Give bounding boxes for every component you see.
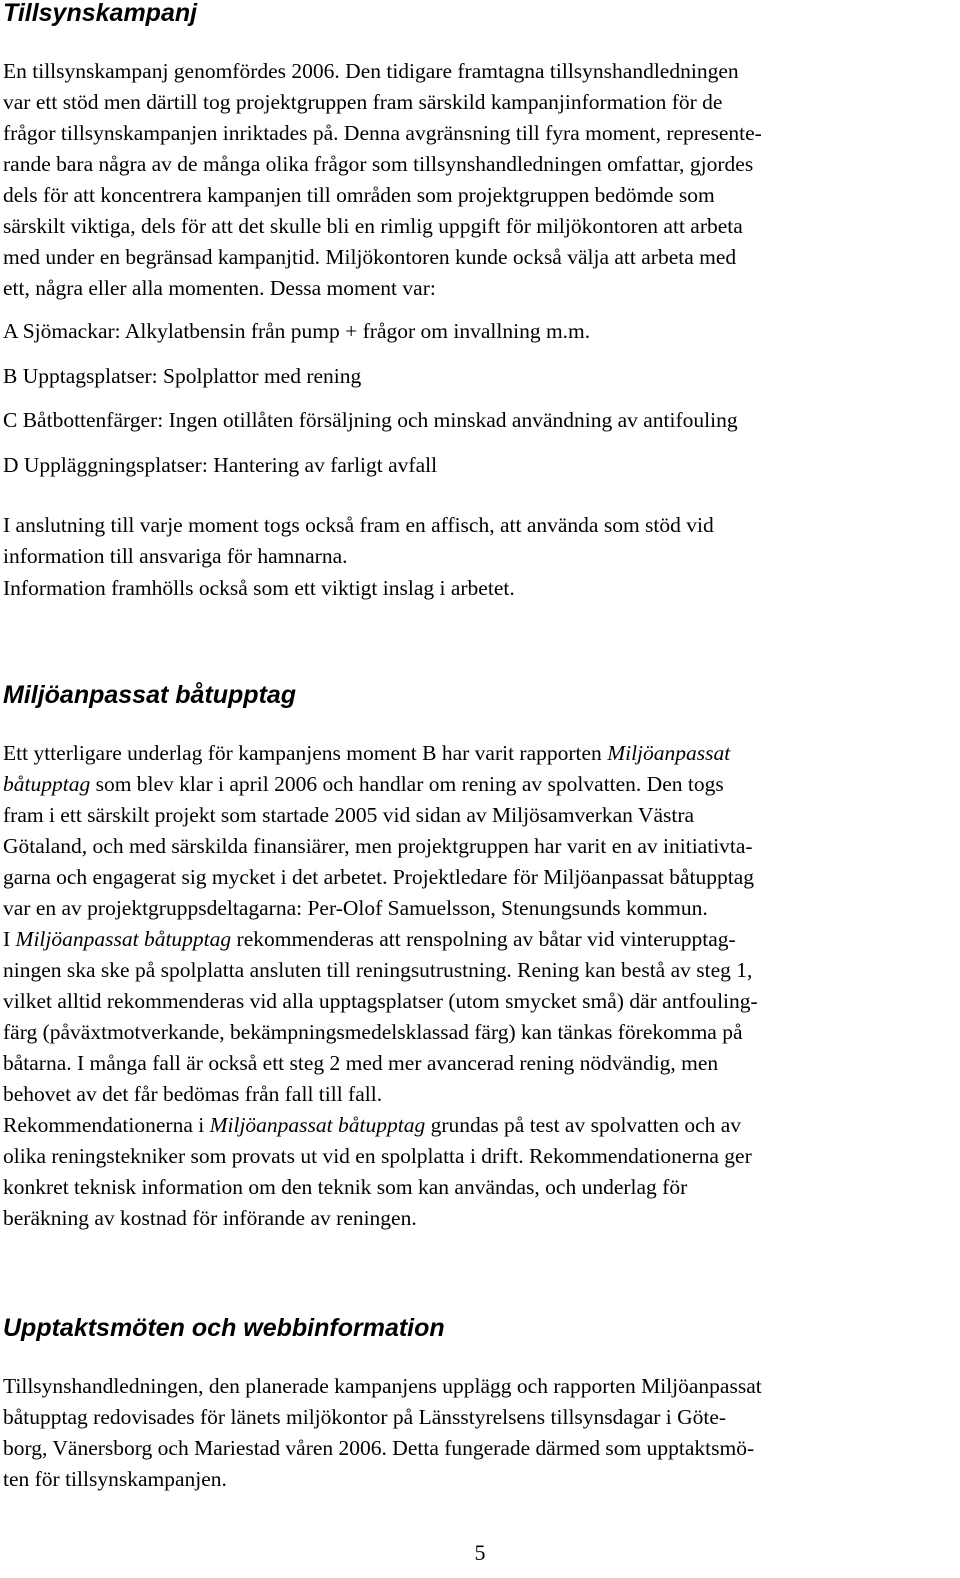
paragraph-line: garna och engagerat sig mycket i det arbetet. Projektledare för Miljöanpassat båtupptag bbox=[3, 865, 755, 889]
text-run: I bbox=[3, 927, 16, 951]
text-run: grundas på test av spolvatten och av bbox=[425, 1113, 742, 1137]
paragraph-line bbox=[3, 738, 730, 769]
paragraph-line: med under en begränsad kampanjtid. Miljökontoren kunde också välja att arbeta med bbox=[3, 245, 737, 269]
paragraph-line: ett, några eller alla momenten. Dessa moment var: bbox=[3, 276, 436, 300]
moment-item: B Upptagsplatser: Spolplattor med rening bbox=[3, 364, 362, 388]
paragraph-line: båtarna. I många fall är också ett steg 2 med mer avancerad rening nödvändig, men bbox=[3, 1051, 719, 1075]
text-run: Rekommendationerna i bbox=[3, 1113, 210, 1137]
moment-item: C Båtbottenfärger: Ingen otillåten försäljning och minskad användning av antifouling bbox=[3, 408, 738, 432]
paragraph-line: fram i ett särskilt projekt som startade 2005 vid sidan av Miljösamverkan Västra bbox=[3, 803, 695, 827]
paragraph-line: dels för att koncentrera kampanjen till områden som projektgruppen bedömde som bbox=[3, 183, 715, 207]
paragraph-line: Tillsynshandledningen, den planerade kampanjens upplägg och rapporten Miljöanpassat bbox=[3, 1374, 762, 1398]
paragraph-line: ningen ska ske på spolplatta ansluten till reningsutrustning. Rening kan bestå av steg 1, bbox=[3, 958, 753, 982]
paragraph-line: beräkning av kostnad för införande av reningen. bbox=[3, 1206, 417, 1230]
paragraph-line: båtupptag redovisades för länets miljökontor på Länsstyrelsens tillsynsdagar i Göte- bbox=[3, 1405, 727, 1429]
paragraph-line: En tillsynskampanj genomfördes 2006. Den tidigare framtagna tillsynshandledningen bbox=[3, 59, 739, 83]
paragraph-line: Information framhölls också som ett viktigt inslag i arbetet. bbox=[3, 576, 515, 600]
paragraph-line: färg (påväxtmotverkande, bekämpningsmedelsklassad färg) kan tänkas förekomma på bbox=[3, 1020, 743, 1044]
text-run: rekommenderas att renspolning av båtar vid vinterupptag- bbox=[231, 927, 736, 951]
paragraph-line: I anslutning till varje moment togs också fram en affisch, att använda som stöd vid bbox=[3, 513, 714, 537]
paragraph-line: vilket alltid rekommenderas vid alla upptagsplatser (utom smycket små) där antfouling- bbox=[3, 989, 758, 1013]
paragraph-line bbox=[3, 1110, 741, 1141]
paragraph-line: ten för tillsynskampanjen. bbox=[3, 1467, 227, 1491]
moment-item: A Sjömackar: Alkylatbensin från pump + frågor om invallning m.m. bbox=[3, 319, 591, 343]
paragraph-line: borg, Vänersborg och Mariestad våren 2006. Detta fungerade därmed som upptaktsmö- bbox=[3, 1436, 755, 1460]
page-number: 5 bbox=[474, 1540, 486, 1565]
paragraph-line: olika reningstekniker som provats ut vid en spolplatta i drift. Rekommendationerna ger bbox=[3, 1144, 752, 1168]
text-run: Ett ytterligare underlag för kampanjens moment B har varit rapporten bbox=[3, 741, 608, 765]
section-heading: Miljöanpassat båtupptag bbox=[3, 681, 297, 709]
report-title: båtupptag bbox=[3, 772, 91, 796]
paragraph-line: Götaland, och med särskilda finansiärer, men projektgruppen har varit en av initiativta- bbox=[3, 834, 753, 858]
report-title: Miljöanpassat bbox=[607, 741, 731, 765]
paragraph-line: information till ansvariga för hamnarna. bbox=[3, 544, 348, 568]
moment-item: D Uppläggningsplatser: Hantering av farligt avfall bbox=[3, 453, 438, 477]
report-title: Miljöanpassat båtupptag bbox=[15, 927, 232, 951]
paragraph-line: var ett stöd men därtill tog projektgruppen fram särskild kampanjinformation för de bbox=[3, 90, 723, 114]
paragraph-line: behovet av det får bedömas från fall till fall. bbox=[3, 1082, 383, 1106]
report-title: Miljöanpassat båtupptag bbox=[209, 1113, 426, 1137]
paragraph-line: frågor tillsynskampanjen inriktades på. Denna avgränsning till fyra moment, represente- bbox=[3, 121, 762, 145]
section-heading: Tillsynskampanj bbox=[3, 0, 198, 27]
paragraph-line: särskilt viktiga, dels för att det skulle bli en rimlig uppgift för miljökontoren att arbeta bbox=[3, 214, 743, 238]
text-run: som blev klar i april 2006 och handlar om rening av spolvatten. Den togs bbox=[90, 772, 724, 796]
paragraph-line: var en av projektgruppsdeltagarna: Per-Olof Samuelsson, Stenungsunds kommun. bbox=[3, 896, 708, 920]
paragraph-line bbox=[3, 924, 736, 955]
paragraph-line: konkret teknisk information om den teknik som kan användas, och underlag för bbox=[3, 1175, 688, 1199]
paragraph-line bbox=[3, 769, 724, 800]
section-heading: Upptaktsmöten och webbinformation bbox=[3, 1314, 445, 1342]
paragraph-line: rande bara några av de många olika frågor som tillsynshandledningen omfattar, gjordes bbox=[3, 152, 754, 176]
